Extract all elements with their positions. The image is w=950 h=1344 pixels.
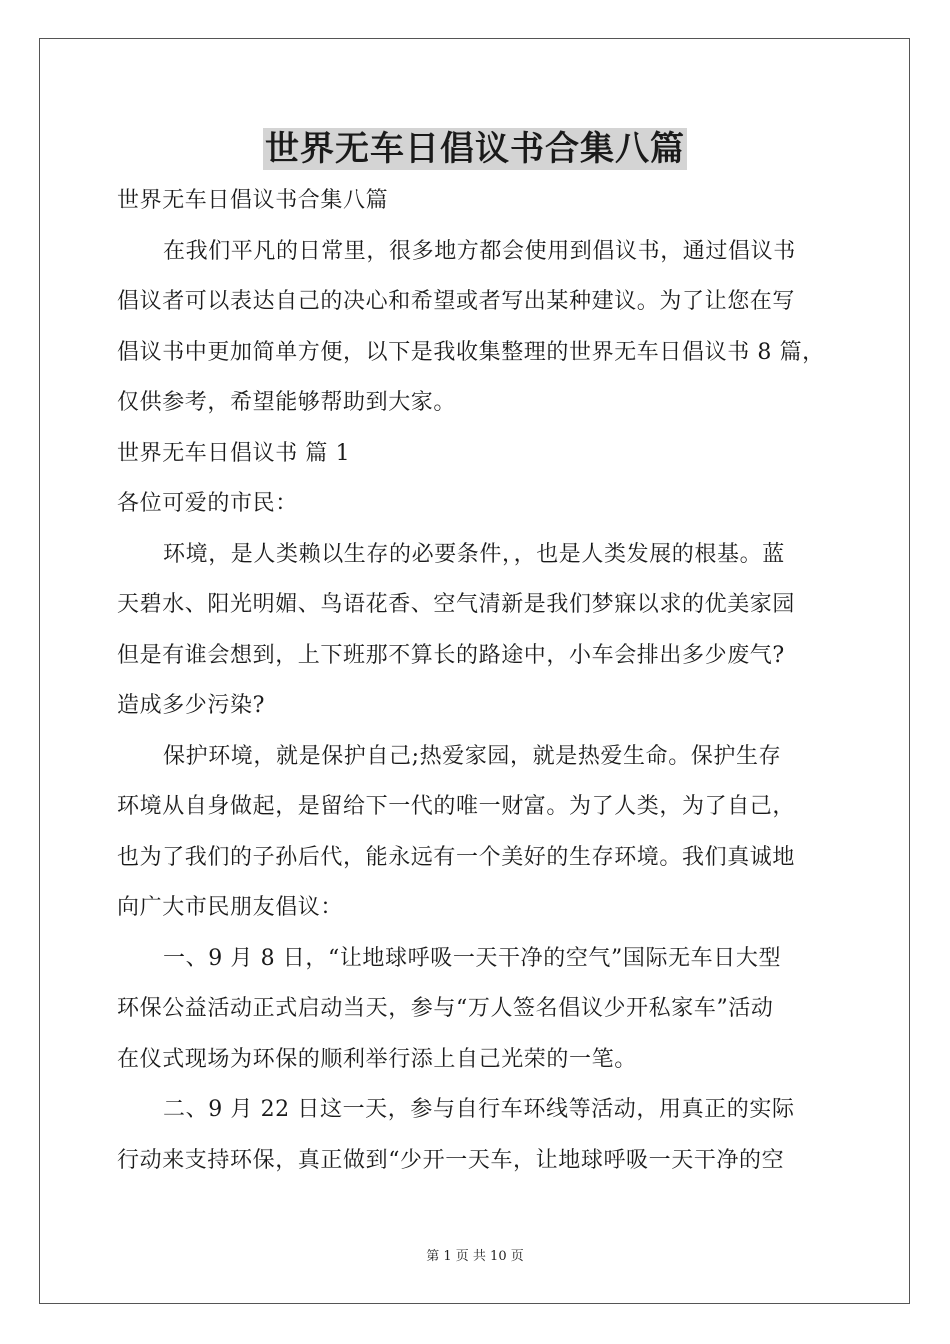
text-line: 倡议书中更加简单方便，以下是我收集整理的世界无车日倡议书 8 篇， bbox=[117, 339, 825, 365]
text-line: 也为了我们的子孙后代，能永远有一个美好的生存环境。我们真诚地 bbox=[117, 844, 796, 870]
text-line: 各位可爱的市民： bbox=[117, 491, 298, 516]
document-body bbox=[117, 176, 837, 1186]
text-line: 世界无车日倡议书 篇 1 bbox=[117, 440, 351, 466]
document-title: 世界无车日倡议书合集八篇 bbox=[265, 129, 685, 169]
text-line: 天碧水、阳光明媚、鸟语花香、空气清新是我们梦寐以求的优美家园 bbox=[117, 592, 796, 617]
text-line: 环保公益活动正式启动当天，参与“万人签名倡议少开私家车”活动 bbox=[117, 996, 774, 1021]
text-line: 二、9 月 22 日这一天，参与自行车环线等活动，用真正的实际 bbox=[163, 1097, 795, 1122]
text-line: 向广大市民朋友倡议： bbox=[117, 895, 344, 920]
text-line: 世界无车日倡议书合集八篇 bbox=[117, 188, 389, 213]
text-line: 保护环境，就是保护自己;热爱家园，就是热爱生命。保护生存 bbox=[163, 743, 782, 769]
text-line: 一、9 月 8 日，“让地球呼吸一天干净的空气”国际无车日大型 bbox=[163, 945, 782, 971]
text-line: 环境，是人类赖以生存的必要条件，，也是人类发展的根基。蓝 bbox=[163, 541, 785, 567]
text-line: 行动来支持环保，真正做到“少开一天车，让地球呼吸一天干净的空 bbox=[117, 1147, 785, 1173]
text-line: 但是有谁会想到，上下班那不算长的路途中，小车会排出多少废气? bbox=[117, 642, 785, 668]
page-footer: 第 1 页 共 10 页 bbox=[426, 1249, 524, 1264]
text-line: 环境从自身做起，是留给下一代的唯一财富。为了人类，为了自己， bbox=[117, 794, 796, 819]
text-line: 仅供参考，希望能够帮助到大家。 bbox=[117, 390, 457, 415]
title-container bbox=[0, 128, 950, 170]
text-line: 在我们平凡的日常里，很多地方都会使用到倡议书，通过倡议书 bbox=[163, 238, 796, 264]
text-line: 倡议者可以表达自己的决心和希望或者写出某种建议。为了让您在写 bbox=[117, 289, 796, 314]
text-line: 造成多少污染? bbox=[117, 693, 265, 718]
text-line: 在仪式现场为环保的顺利举行添上自己光荣的一笔。 bbox=[117, 1046, 637, 1072]
